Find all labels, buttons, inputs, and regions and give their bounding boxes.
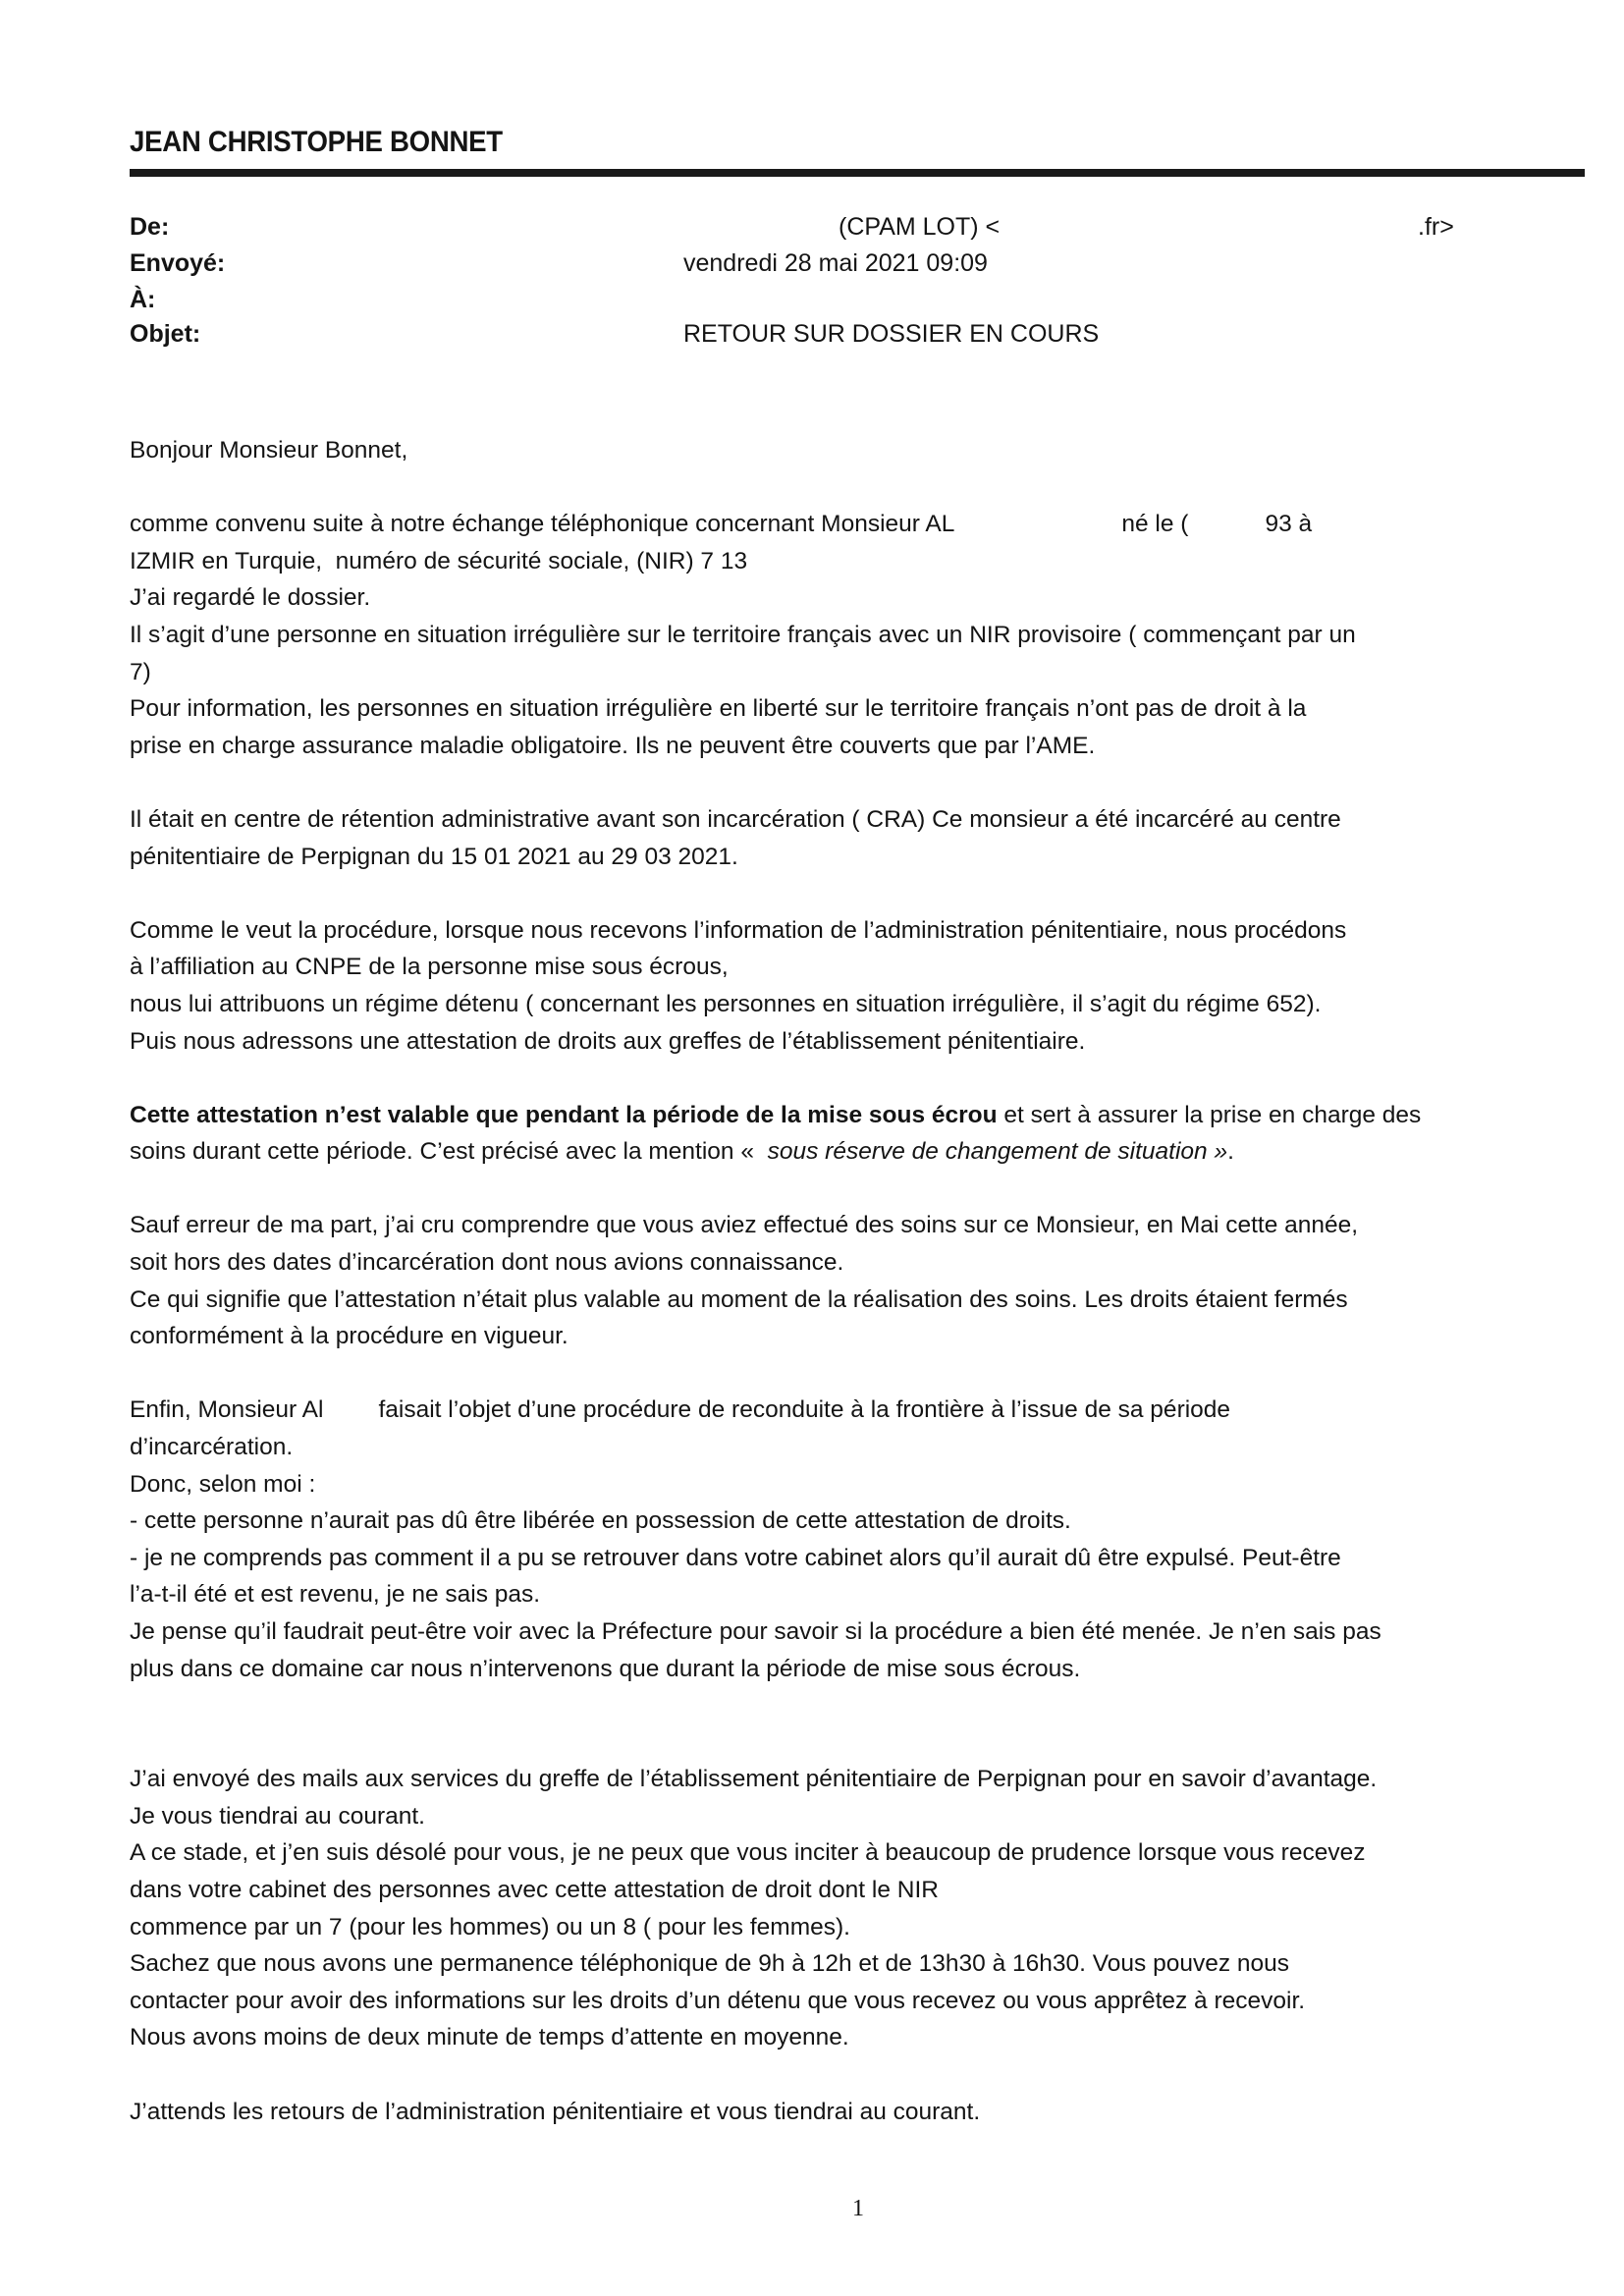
p1-line3: J’ai regardé le dossier.: [130, 584, 371, 612]
sender-name-title: JEAN CHRISTOPHE BONNET: [130, 126, 503, 158]
p6-line1a: Enfin, Monsieur Al: [130, 1396, 324, 1424]
p6-line8: plus dans ce domaine car nous n’intervenons que durant la période de mise sous écrous.: [130, 1655, 1081, 1682]
from-email-tail: .fr>: [1418, 213, 1454, 241]
p5-line1: Sauf erreur de ma part, j’ai cru comprendre que vous aviez effectué des soins sur ce Monsieur, en Mai cette année,: [130, 1212, 1359, 1239]
p7-line4: dans votre cabinet des personnes avec cette attestation de droit dont le NIR: [130, 1876, 939, 1903]
paragraph-5: [130, 1207, 1583, 1354]
p6-line3: Donc, selon moi :: [130, 1470, 316, 1498]
email-body: [130, 432, 1583, 2130]
p6-line6: l’a-t-il été et est revenu, je ne sais pas.: [130, 1581, 541, 1609]
p1-line1b: né le (: [1121, 511, 1189, 538]
p4-italic-mention: sous réserve de changement de situation »: [760, 1138, 1228, 1166]
p1-line1a: comme convenu suite à notre échange téléphonique concernant Monsieur AL: [130, 511, 955, 538]
p7-line2: Je vous tiendrai au courant.: [130, 1802, 425, 1830]
p5-line3: Ce qui signifie que l’attestation n’était plus valable au moment de la réalisation des soins. Les droits étaient fermés: [130, 1285, 1348, 1313]
sent-value: vendredi 28 mai 2021 09:09: [683, 249, 988, 277]
p1-line4: Il s’agit d’une personne en situation irrégulière sur le territoire français avec un NIR provisoire ( commençant par un: [130, 621, 1356, 648]
p1-line6: Pour information, les personnes en situation irrégulière en liberté sur le territoire français n’ont pas de droit à la: [130, 695, 1307, 723]
p6-line7: Je pense qu’il faudrait peut-être voir avec la Préfecture pour savoir si la procédure a bien été menée. Je n’en sais pas: [130, 1618, 1381, 1645]
sent-label: Envoyé:: [130, 249, 226, 277]
header-rule: [130, 169, 1585, 177]
p7-line8: Nous avons moins de deux minute de temps d’attente en moyenne.: [130, 2024, 849, 2051]
paragraph-7: [130, 1761, 1583, 2056]
p3-line1: Comme le veut la procédure, lorsque nous recevons l’information de l’administration pénitentiaire, nous procédons: [130, 916, 1347, 944]
from-row: [130, 213, 1553, 246]
p4-line2-end: .: [1227, 1138, 1234, 1166]
paragraph-3: [130, 912, 1583, 1060]
p6-line2: d’incarcération.: [130, 1434, 294, 1461]
from-value: (CPAM LOT) <: [839, 213, 1001, 241]
from-label: De:: [130, 213, 170, 241]
paragraph-2: [130, 801, 1583, 875]
p4-line2-start: soins durant cette période. C’est précisé avec la mention «: [130, 1138, 761, 1166]
paragraph-6: [130, 1392, 1583, 1687]
p1-line7: prise en charge assurance maladie obligatoire. Ils ne peuvent être couverts que par l’AME.: [130, 732, 1096, 759]
to-row: [130, 286, 1553, 319]
greeting: Bonjour Monsieur Bonnet,: [130, 437, 408, 464]
p4-line1-rest: et sert à assurer la prise en charge des: [997, 1101, 1422, 1128]
subject-row: [130, 320, 1553, 354]
p7-line1: J’ai envoyé des mails aux services du greffe de l’établissement pénitentiaire de Perpignan pour en savoir d’avantage.: [130, 1766, 1378, 1793]
p3-line3: nous lui attribuons un régime détenu ( concernant les personnes en situation irrégulière, il s’agit du régime 652).: [130, 990, 1322, 1017]
sent-row: [130, 249, 1553, 283]
paragraph-1: [130, 506, 1583, 764]
p3-line4: Puis nous adressons une attestation de droits aux greffes de l’établissement pénitentiaire.: [130, 1027, 1086, 1055]
closing-line: J’attends les retours de l’administration pénitentiaire et vous tiendrai au courant.: [130, 2098, 981, 2125]
p1-line5: 7): [130, 658, 151, 685]
p1-line2: IZMIR en Turquie, numéro de sécurité sociale, (NIR) 7 13: [130, 547, 748, 574]
p2-line2: pénitentiaire de Perpignan du 15 01 2021 au 29 03 2021.: [130, 843, 738, 870]
page-number: 1: [852, 2196, 864, 2221]
to-label: À:: [130, 286, 156, 313]
p2-line1: Il était en centre de rétention administrative avant son incarcération ( CRA) Ce monsieur a été incarcéré au centre: [130, 805, 1341, 833]
p6-line5: - je ne comprends pas comment il a pu se retrouver dans votre cabinet alors qu’il aurait dû être expulsé. Peut-être: [130, 1544, 1341, 1571]
p4-bold-statement: Cette attestation n’est valable que pendant la période de la mise sous écrou: [130, 1101, 998, 1128]
p6-line1b: faisait l’objet d’une procédure de reconduite à la frontière à l’issue de sa période: [378, 1396, 1231, 1424]
p7-line7: contacter pour avoir des informations sur les droits d’un détenu que vous recevez ou vous apprêtez à recevoir.: [130, 1987, 1306, 2014]
p7-line5: commence par un 7 (pour les hommes) ou un 8 ( pour les femmes).: [130, 1913, 850, 1941]
subject-label: Objet:: [130, 320, 201, 348]
p7-line6: Sachez que nous avons une permanence téléphonique de 9h à 12h et de 13h30 à 16h30. Vous pouvez nous: [130, 1950, 1290, 1978]
subject-value: RETOUR SUR DOSSIER EN COURS: [683, 320, 1100, 348]
p5-line4: conformément à la procédure en vigueur.: [130, 1323, 568, 1350]
p7-line3: A ce stade, et j’en suis désolé pour vous, je ne peux que vous inciter à beaucoup de prudence lorsque vous recevez: [130, 1839, 1366, 1867]
p5-line2: soit hors des dates d’incarcération dont nous avions connaissance.: [130, 1249, 844, 1277]
p3-line2: à l’affiliation au CNPE de la personne mise sous écrous,: [130, 954, 729, 981]
p6-line4: - cette personne n’aurait pas dû être libérée en possession de cette attestation de droits.: [130, 1507, 1071, 1535]
p1-line1c: 93 à: [1265, 511, 1313, 538]
paragraph-4: [130, 1097, 1583, 1171]
